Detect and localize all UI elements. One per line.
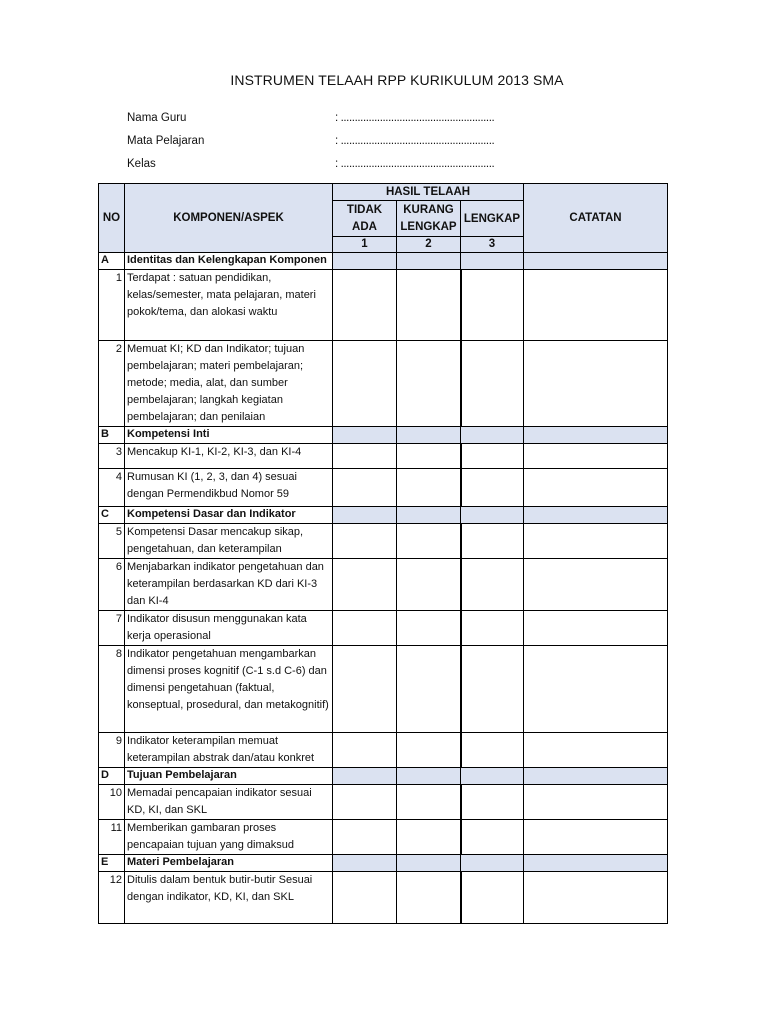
table-row <box>99 646 668 733</box>
score-cell-1[interactable] <box>333 611 397 646</box>
header-no: NO <box>99 184 125 253</box>
score-cell-3[interactable] <box>461 444 524 469</box>
item-no: 5 <box>99 524 125 559</box>
score-cell-2[interactable] <box>397 785 461 820</box>
header-catatan: CATATAN <box>524 184 668 253</box>
catatan-cell[interactable] <box>524 341 668 427</box>
section-title: Kompetensi Dasar dan Indikator <box>125 507 333 524</box>
section-code: A <box>99 253 125 270</box>
header-score-2: 2 <box>397 237 461 253</box>
table-row <box>99 733 668 768</box>
score-cell-3[interactable] <box>461 469 524 507</box>
catatan-cell[interactable] <box>524 444 668 469</box>
table-row <box>99 559 668 611</box>
header-score-3: 3 <box>461 237 524 253</box>
section-code: B <box>99 427 125 444</box>
score-cell-2[interactable] <box>397 611 461 646</box>
section-code: C <box>99 507 125 524</box>
score-cell-3[interactable] <box>461 524 524 559</box>
section-title: Materi Pembelajaran <box>125 855 333 872</box>
item-no: 8 <box>99 646 125 733</box>
score-cell-1[interactable] <box>333 820 397 855</box>
score-cell-2[interactable] <box>397 341 461 427</box>
score-cell-1[interactable] <box>333 341 397 427</box>
table-row <box>99 820 668 855</box>
score-cell-1[interactable] <box>333 559 397 611</box>
item-no: 10 <box>99 785 125 820</box>
item-no: 7 <box>99 611 125 646</box>
item-text: Mencakup KI-1, KI-2, KI-3, dan KI-4 <box>125 444 333 469</box>
score-cell-1[interactable] <box>333 785 397 820</box>
catatan-cell[interactable] <box>524 270 668 341</box>
item-no: 2 <box>99 341 125 427</box>
section-title: Identitas dan Kelengkapan Komponen <box>125 253 333 270</box>
score-cell-2[interactable] <box>397 733 461 768</box>
item-text: Rumusan KI (1, 2, 3, dan 4) sesuai dengan Permendikbud Nomor 59 <box>125 469 333 507</box>
score-cell-1[interactable] <box>333 444 397 469</box>
score-cell-2[interactable] <box>397 270 461 341</box>
item-text: Ditulis dalam bentuk butir-butir Sesuai dengan indikator, KD, KI, dan SKL <box>125 872 333 924</box>
header-tidak-ada-label: TIDAK ADA <box>346 203 383 233</box>
item-no: 6 <box>99 559 125 611</box>
catatan-cell[interactable] <box>524 469 668 507</box>
item-no: 9 <box>99 733 125 768</box>
score-cell-1[interactable] <box>333 646 397 733</box>
score-cell-2[interactable] <box>397 646 461 733</box>
score-cell-3[interactable] <box>461 611 524 646</box>
section-row <box>99 855 668 872</box>
item-text: Kompetensi Dasar mencakup sikap, pengetahuan, dan keterampilan <box>125 524 333 559</box>
score-cell-1[interactable] <box>333 469 397 507</box>
table-row <box>99 872 668 924</box>
item-no: 3 <box>99 444 125 469</box>
header-lengkap: LENGKAP <box>461 201 524 237</box>
item-text: Indikator keterampilan memuat keterampilan abstrak dan/atau konkret <box>125 733 333 768</box>
score-cell-3[interactable] <box>461 341 524 427</box>
catatan-cell[interactable] <box>524 611 668 646</box>
score-cell-2[interactable] <box>397 559 461 611</box>
item-text: Indikator pengetahuan mengambarkan dimensi proses kognitif (C-1 s.d C-6) dan dimensi pengetahuan (faktual, konseptual, prosedural, dan metakognitif) <box>125 646 333 733</box>
item-no: 11 <box>99 820 125 855</box>
item-no: 4 <box>99 469 125 507</box>
header-hasil-telaah: HASIL TELAAH <box>333 184 524 201</box>
table-row <box>99 611 668 646</box>
score-cell-1[interactable] <box>333 524 397 559</box>
header-tidak-ada <box>333 201 397 237</box>
item-no: 12 <box>99 872 125 924</box>
info-label: Nama Guru <box>127 112 187 124</box>
table-row <box>99 785 668 820</box>
header-kurang-lengkap <box>397 201 461 237</box>
score-cell-2[interactable] <box>397 524 461 559</box>
header-komponen: KOMPONEN/ASPEK <box>125 184 333 253</box>
score-cell-3[interactable] <box>461 733 524 768</box>
info-value-field[interactable]: : ....................................................... <box>335 135 495 147</box>
item-text: Memuat KI; KD dan Indikator; tujuan pembelajaran; materi pembelajaran; metode; media, alat, dan sumber pembelajaran; langkah kegiatan pembelajaran; dan penilaian <box>125 341 333 427</box>
document-title: INSTRUMEN TELAAH RPP KURIKULUM 2013 SMA <box>230 72 564 88</box>
item-no: 1 <box>99 270 125 341</box>
score-cell-1[interactable] <box>333 872 397 924</box>
score-cell-2[interactable] <box>397 444 461 469</box>
info-value-field[interactable]: : ....................................................... <box>335 112 495 124</box>
catatan-cell[interactable] <box>524 524 668 559</box>
telaah-table <box>98 183 668 924</box>
section-row <box>99 253 668 270</box>
table-row <box>99 524 668 559</box>
table-row <box>99 444 668 469</box>
score-cell-3[interactable] <box>461 872 524 924</box>
catatan-cell[interactable] <box>524 872 668 924</box>
section-row <box>99 507 668 524</box>
info-label: Kelas <box>127 158 156 170</box>
score-cell-1[interactable] <box>333 733 397 768</box>
item-text: Memadai pencapaian indikator sesuai KD, KI, dan SKL <box>125 785 333 820</box>
section-title: Tujuan Pembelajaran <box>125 768 333 785</box>
score-cell-2[interactable] <box>397 820 461 855</box>
score-cell-2[interactable] <box>397 872 461 924</box>
score-cell-3[interactable] <box>461 270 524 341</box>
section-row <box>99 427 668 444</box>
catatan-cell[interactable] <box>524 820 668 855</box>
section-title: Kompetensi Inti <box>125 427 333 444</box>
item-text: Indikator disusun menggunakan kata kerja operasional <box>125 611 333 646</box>
catatan-cell[interactable] <box>524 646 668 733</box>
header-score-1: 1 <box>333 237 397 253</box>
section-code: E <box>99 855 125 872</box>
section-row <box>99 768 668 785</box>
item-text: Menjabarkan indikator pengetahuan dan keterampilan berdasarkan KD dari KI-3 dan KI-4 <box>125 559 333 611</box>
table-row <box>99 341 668 427</box>
catatan-cell[interactable] <box>524 785 668 820</box>
catatan-cell[interactable] <box>524 733 668 768</box>
score-cell-3[interactable] <box>461 559 524 611</box>
score-cell-3[interactable] <box>461 646 524 733</box>
header-kurang-lengkap-label: KURANG LENGKAP <box>400 203 457 233</box>
score-cell-2[interactable] <box>397 469 461 507</box>
info-label: Mata Pelajaran <box>127 135 205 147</box>
info-value-field[interactable]: : ....................................................... <box>335 158 495 170</box>
item-text: Terdapat : satuan pendidikan, kelas/semester, mata pelajaran, materi pokok/tema, dan alokasi waktu <box>125 270 333 341</box>
item-text: Memberikan gambaran proses pencapaian tujuan yang dimaksud <box>125 820 333 855</box>
score-cell-1[interactable] <box>333 270 397 341</box>
table-row <box>99 270 668 341</box>
catatan-cell[interactable] <box>524 559 668 611</box>
score-cell-3[interactable] <box>461 820 524 855</box>
section-code: D <box>99 768 125 785</box>
table-row <box>99 469 668 507</box>
score-cell-3[interactable] <box>461 785 524 820</box>
